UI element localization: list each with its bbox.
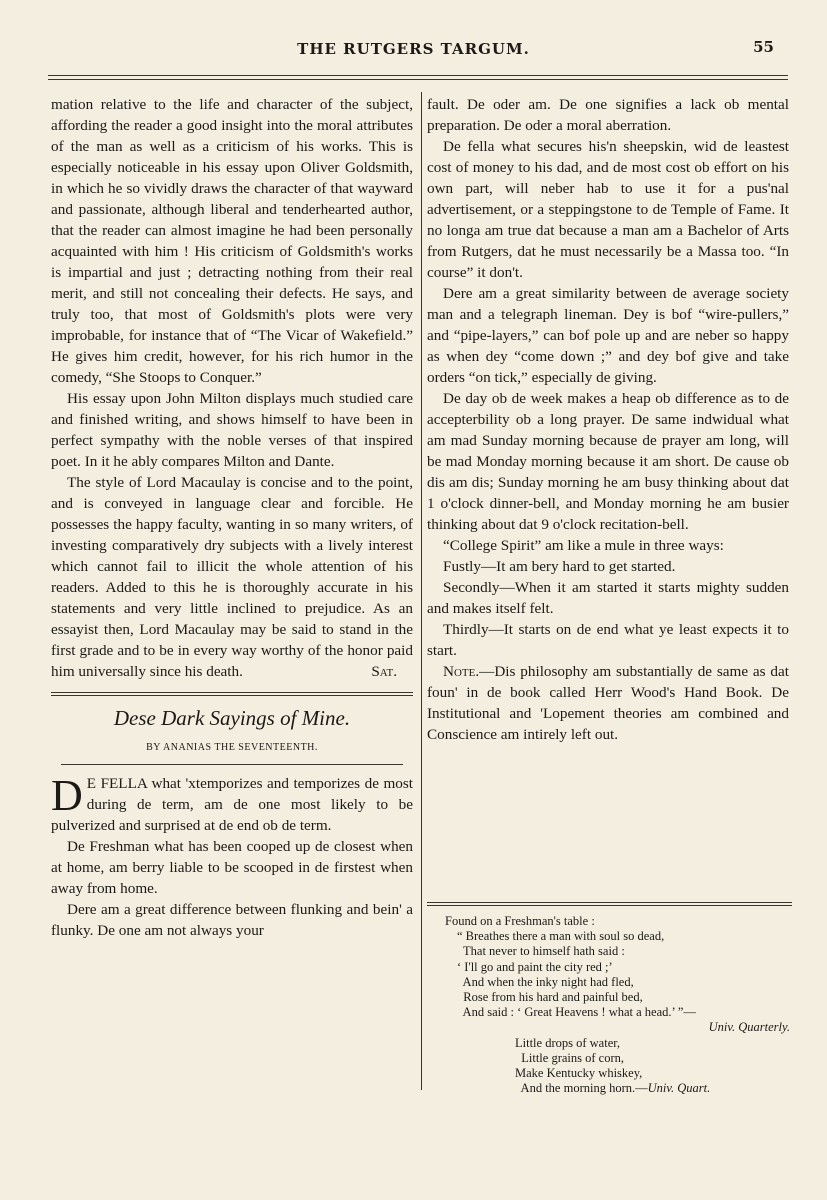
poem-line: “ Breathes there a man with soul so dead, bbox=[457, 929, 665, 944]
essay-paragraph: His essay upon John Milton displays much studied care and finished writing, and shows himself to have been in perfect sympathy with the noble verses of that inspired poet. In it he ably compares Milton and Dante. bbox=[51, 390, 413, 470]
poem-last-line bbox=[515, 1081, 792, 1096]
essay-paragraph bbox=[51, 472, 413, 682]
left-column bbox=[51, 94, 413, 941]
poem-line: That never to himself hath said : bbox=[457, 944, 625, 959]
poem-intro: Found on a Freshman's table : bbox=[445, 914, 595, 928]
sayings-paragraph: Thirdly—It starts on de end what ye least expects it to start. bbox=[427, 621, 789, 659]
sayings-paragraph: De Freshman what has been cooped up de closest when at home, am berry liable to be scooped in de firstest when away from home. bbox=[51, 838, 413, 897]
signature: Sat. bbox=[371, 663, 397, 680]
essay-paragraph: mation relative to the life and character of the subject, affording the reader a good insight into the moral attributes of the man as well as a criticism of his works. This is especially noticeable in his essay upon Oliver Goldsmith, in which he so vividly draws the character of that wayward and passionate, although liberal and tenderhearted author, that the reader can almost imagine he had been personally acquainted with him ! His criticism of Goldsmith's works is impartial and just ; detracting nothing from their real merit, and still not concealing their defects. He says, and truly too, that most of Goldsmith's plots were very improbable, for instance that of “The Vicar of Wakefield.” He gives him credit, however, for his rich humor in the comedy, “She Stoops to Conquer.” bbox=[51, 96, 413, 386]
sayings-paragraph: De fella what secures his'n sheepskin, wid de leastest cost of money to his dad, and de most cost ob effort on his own part, will neber hab to use it for a pus'nal advertisement, or a steppingstone to de Temple of Fame. It no longa am true dat because a man am a Bachelor of Arts from Rutgers, dat he must necessarily be a Massa too. “In course” it don't. bbox=[427, 138, 789, 281]
sayings-text: E FELLA what 'xtemporizes and temporizes de most during de term, am de one most likely to be pulverized and surprised at de end ob de term. bbox=[51, 775, 413, 834]
note-text: —Dis philosophy am substantially de same as dat foun' in de book called Herr Wood's Hand Book. De Institutional and 'Lopement theories am combined and Conscience am intirely left out. bbox=[427, 663, 789, 743]
running-head-title: THE RUTGERS TARGUM. bbox=[297, 40, 530, 58]
poem-line: Rose from his hard and painful bed, bbox=[457, 990, 643, 1005]
essay-paragraph-text: The style of Lord Macaulay is concise and to the point, and is conveyed in language clear and forcible. He possesses the happy faculty, wanting in so many writers, of investing comparatively dry subjects with a lively interest which cannot fail to illicit the whole attention of his readers. Added to this he is thoroughly accurate in his statements and very little inclined to prejudice. As an essayist then, Lord Macaulay may be said to stand in the first grade and to be in every way worthy of the honor paid him universally since his death. bbox=[51, 474, 413, 680]
sayings-paragraph: Dere am a great difference between flunking and bein' a flunky. De one am not always your bbox=[51, 901, 413, 939]
byline: BY ANANIAS THE SEVENTEENTH. bbox=[146, 742, 318, 753]
drop-cap: D bbox=[51, 771, 83, 820]
poem-line: And said : ‘ Great Heavens ! what a head.’ ”— bbox=[457, 1005, 696, 1020]
sayings-paragraph: Dere am a great similarity between de average society man and a telegraph lineman. Dey is bof “wire-pullers,” and “pipe-layers,” can bof pole up and are neber so happy as when dey “come down ;” and dey bof give and take orders “on tick,” especially de giving. bbox=[427, 285, 789, 386]
sayings-paragraph: Fustly—It am bery hard to get started. bbox=[443, 558, 676, 575]
column-divider bbox=[421, 92, 422, 1090]
poem-one bbox=[457, 929, 792, 1020]
right-column bbox=[427, 94, 789, 745]
section-title: Dese Dark Sayings of Mine. bbox=[113, 706, 351, 730]
poem-box bbox=[427, 902, 792, 1096]
poem-source: Univ. Quart. bbox=[647, 1081, 711, 1096]
poem-line: And the morning horn.— bbox=[515, 1081, 648, 1096]
header-rule bbox=[48, 75, 788, 80]
byline-rule bbox=[61, 764, 403, 765]
sayings-paragraph bbox=[51, 773, 413, 836]
poem-line: And when the inky night had fled, bbox=[457, 974, 634, 989]
page-number: 55 bbox=[753, 38, 774, 56]
poem-line: Make Kentucky whiskey, bbox=[515, 1066, 643, 1081]
poem-line: ‘ I'll go and paint the city red ;’ bbox=[457, 959, 613, 974]
poem-source: Univ. Quarterly. bbox=[708, 1020, 790, 1035]
note-paragraph bbox=[427, 661, 789, 745]
poem-line: Little drops of water, bbox=[515, 1035, 621, 1050]
sayings-paragraph: De day ob de week makes a heap ob difference as to de accepterbility ob a long prayer. De same indwidual what am mad Sunday morning because de prayer am long, will be mad Monday morning because it am short. De cause ob dis am dis; Sunday morning he am busy thinking about dat 1 o'clock dinner-bell, and Monday morning he am busier thinking about dat 9 o'clock recitation-bell. bbox=[427, 390, 789, 533]
poem-line: Little grains of corn, bbox=[515, 1050, 624, 1065]
sayings-paragraph: Secondly—When it am started it starts mighty sudden and makes itself felt. bbox=[427, 579, 789, 617]
note-label: Note. bbox=[443, 663, 480, 680]
section-rule bbox=[51, 692, 413, 696]
poem-rule bbox=[427, 902, 792, 906]
sayings-paragraph: “College Spirit” am like a mule in three ways: bbox=[443, 537, 724, 554]
sayings-paragraph: fault. De oder am. De one signifies a lack ob mental preparation. De oder a moral aberration. bbox=[427, 96, 789, 134]
poem-two bbox=[515, 1036, 792, 1097]
